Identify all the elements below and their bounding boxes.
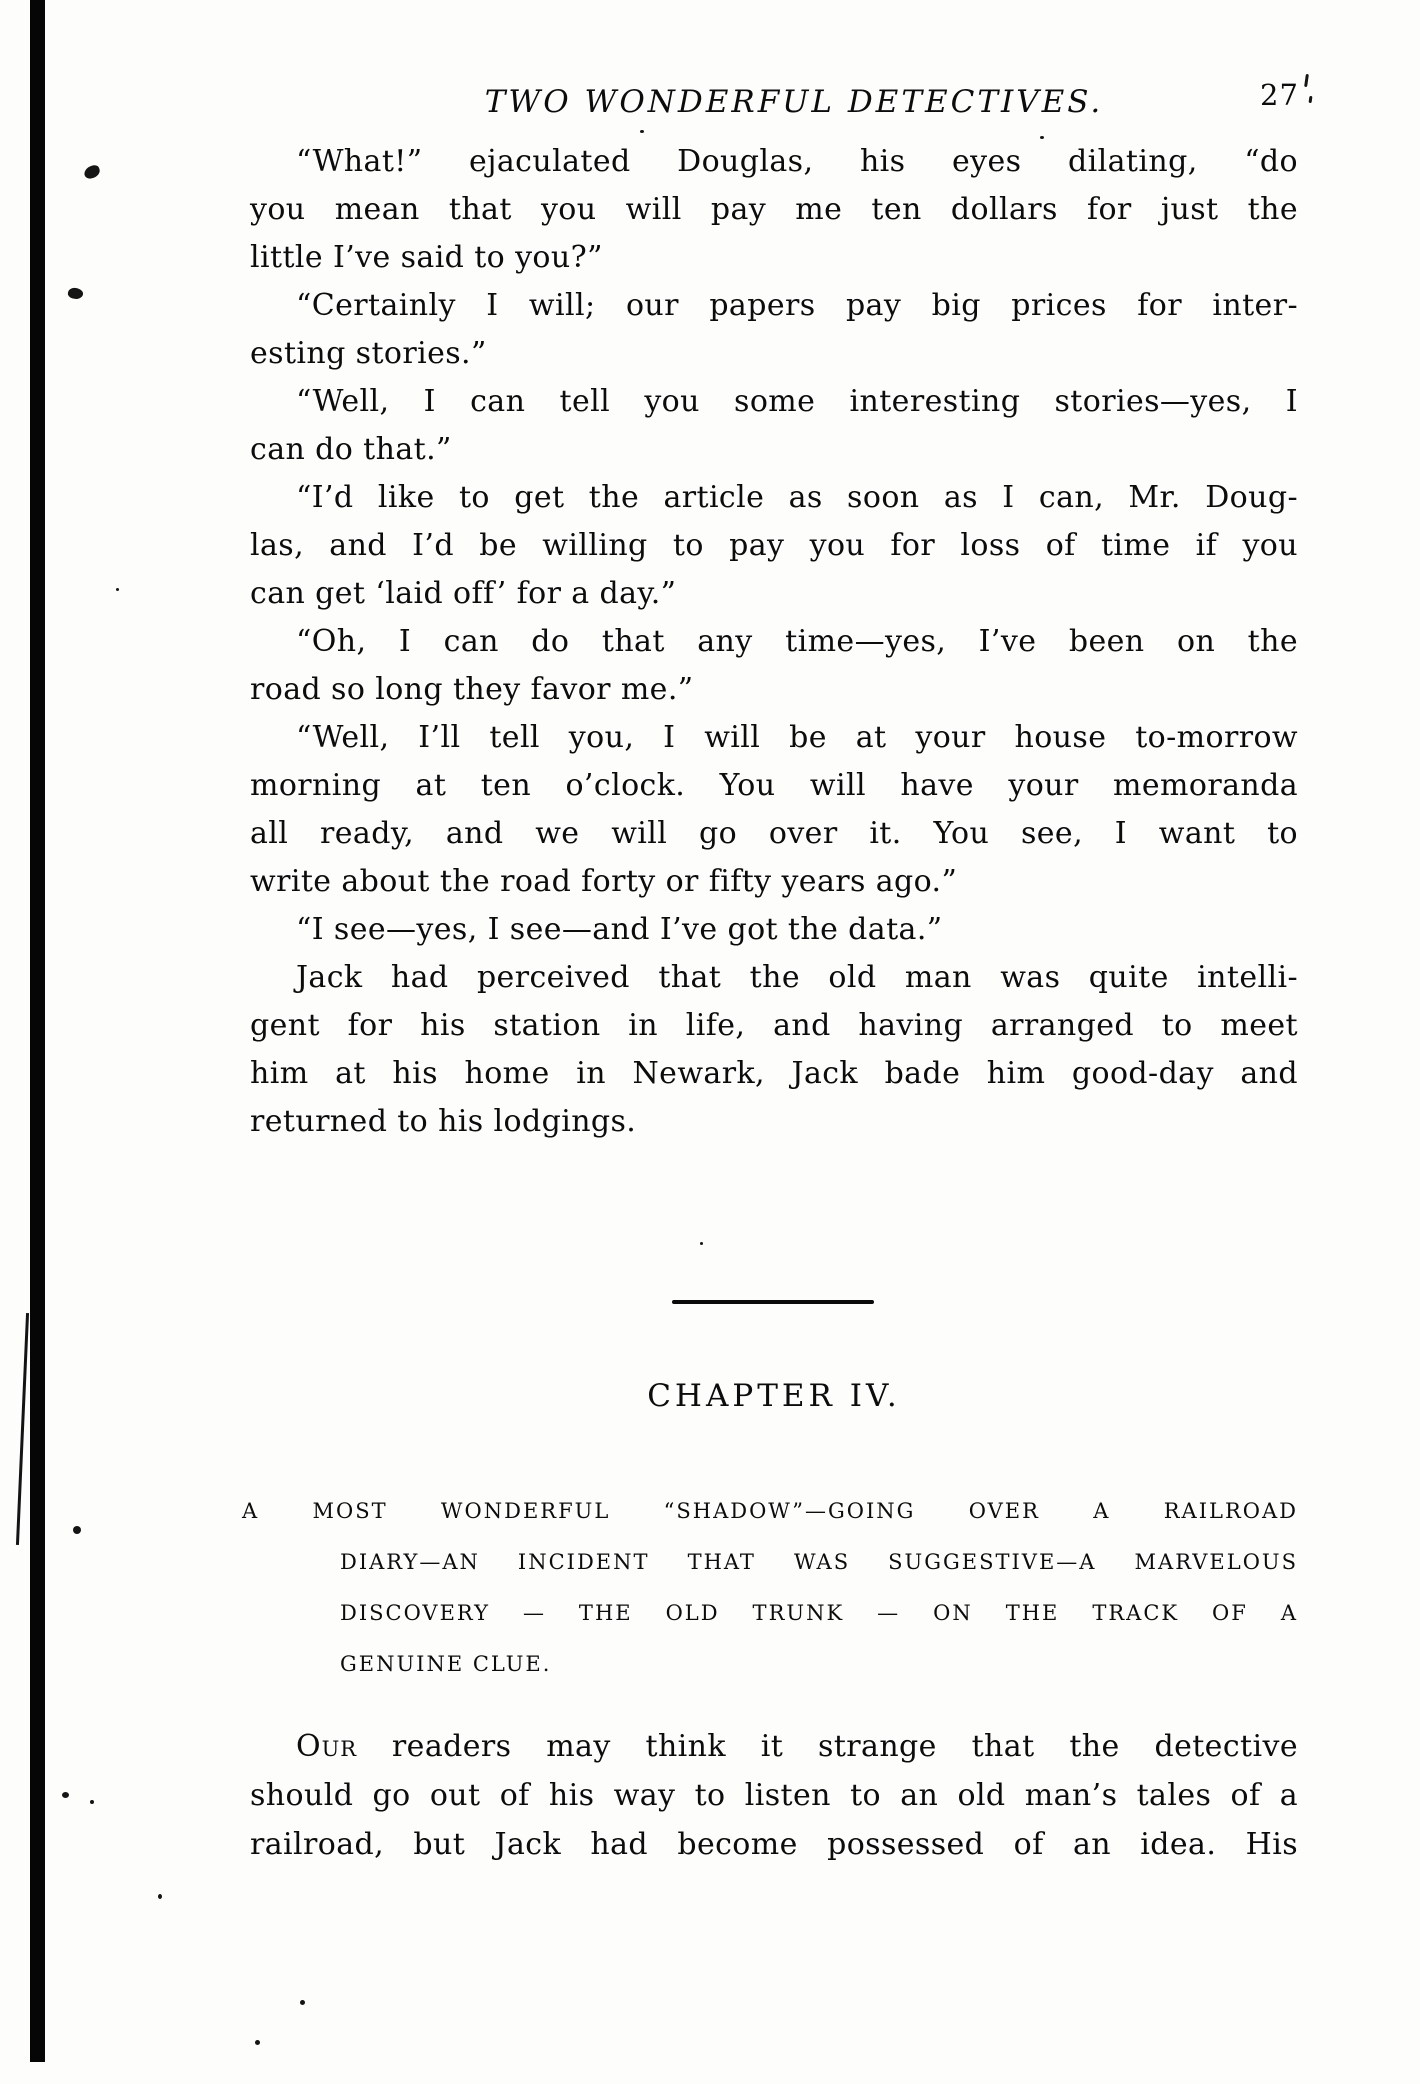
running-header bbox=[250, 84, 1298, 120]
lead-line-rest: readers may think it strange that the detective bbox=[391, 1729, 1298, 1764]
text-line: las, and I’d be willing to pay you for loss of time if you bbox=[250, 528, 1298, 563]
ink-speck bbox=[62, 1792, 69, 1798]
paragraph bbox=[250, 954, 1298, 1146]
section-divider bbox=[672, 1300, 874, 1304]
ink-speck bbox=[73, 1526, 81, 1534]
lead-word: Our bbox=[296, 1729, 358, 1764]
text-line: DIARY—AN INCIDENT THAT WAS SUGGESTIVE—A MARVELOUS bbox=[340, 1550, 1298, 1574]
ink-speck bbox=[300, 2000, 305, 2005]
text-line: should go out of his way to listen to an old man’s tales of a bbox=[250, 1778, 1298, 1813]
ink-speck bbox=[1304, 74, 1309, 87]
ink-speck bbox=[90, 1800, 94, 1804]
text-line: “Well, I can tell you some interesting stories—yes, I bbox=[296, 384, 1298, 419]
ink-speck bbox=[700, 1242, 703, 1245]
paragraph bbox=[250, 138, 1298, 282]
text-line bbox=[250, 1722, 1298, 1771]
text-line: gent for his station in life, and having arranged to meet bbox=[250, 1008, 1298, 1043]
ink-speck bbox=[255, 2040, 260, 2045]
text-line: returned to his lodgings. bbox=[250, 1104, 637, 1139]
ink-speck bbox=[67, 286, 84, 301]
text-line: A MOST WONDERFUL “SHADOW”—GOING OVER A RAILROAD bbox=[242, 1499, 1298, 1523]
paragraph bbox=[250, 714, 1298, 906]
text-line: can get ‘laid off’ for a day.” bbox=[250, 576, 677, 611]
text-line: “I see—yes, I see—and I’ve got the data.” bbox=[296, 912, 943, 947]
text-line: can do that.” bbox=[250, 432, 452, 467]
paragraph bbox=[250, 618, 1298, 714]
ink-speck bbox=[82, 164, 101, 181]
text-line: you mean that you will pay me ten dollars for just the bbox=[250, 192, 1298, 227]
ink-speck bbox=[116, 588, 119, 591]
ink-speck bbox=[640, 130, 644, 133]
text-line: “Oh, I can do that any time—yes, I’ve been on the bbox=[296, 624, 1298, 659]
opening-paragraph bbox=[250, 1722, 1298, 1869]
text-line: road so long they favor me.” bbox=[250, 672, 694, 707]
text-line: railroad, but Jack had become possessed of an idea. His bbox=[250, 1827, 1298, 1862]
scratch-mark bbox=[16, 1313, 29, 1545]
text-line: esting stories.” bbox=[250, 336, 487, 371]
text-line: little I’ve said to you?” bbox=[250, 240, 603, 275]
body-text bbox=[250, 138, 1298, 1146]
paragraph bbox=[250, 378, 1298, 474]
paragraph bbox=[250, 474, 1298, 618]
page-binding-bar bbox=[30, 0, 45, 2062]
paragraph bbox=[250, 282, 1298, 378]
text-line: “I’d like to get the article as soon as I can, Mr. Doug- bbox=[296, 480, 1298, 515]
page-number: 27 bbox=[1260, 78, 1299, 112]
paragraph bbox=[250, 906, 1298, 954]
ink-speck bbox=[158, 1894, 162, 1899]
text-line: “What!” ejaculated Douglas, his eyes dilating, “do bbox=[296, 144, 1298, 179]
text-line: all ready, and we will go over it. You see, I want to bbox=[250, 816, 1298, 851]
text-line: “Well, I’ll tell you, I will be at your house to-morrow bbox=[296, 720, 1298, 755]
text-line: morning at ten o’clock. You will have your memoranda bbox=[250, 768, 1298, 803]
text-line: write about the road forty or fifty years ago.” bbox=[250, 864, 958, 899]
text-line: him at his home in Newark, Jack bade him good-day and bbox=[250, 1056, 1298, 1091]
chapter-heading: CHAPTER IV. bbox=[647, 1378, 901, 1414]
text-line: Jack had perceived that the old man was quite intelli- bbox=[296, 960, 1298, 995]
text-line: DISCOVERY — THE OLD TRUNK — ON THE TRACK OF A bbox=[340, 1601, 1298, 1625]
book-title: TWO WONDERFUL DETECTIVES. bbox=[484, 84, 1104, 120]
text-line: GENUINE CLUE. bbox=[340, 1652, 552, 1676]
ink-speck bbox=[1309, 96, 1313, 103]
chapter-subtitle bbox=[242, 1486, 1298, 1690]
text-line: “Certainly I will; our papers pay big prices for inter- bbox=[296, 288, 1298, 323]
